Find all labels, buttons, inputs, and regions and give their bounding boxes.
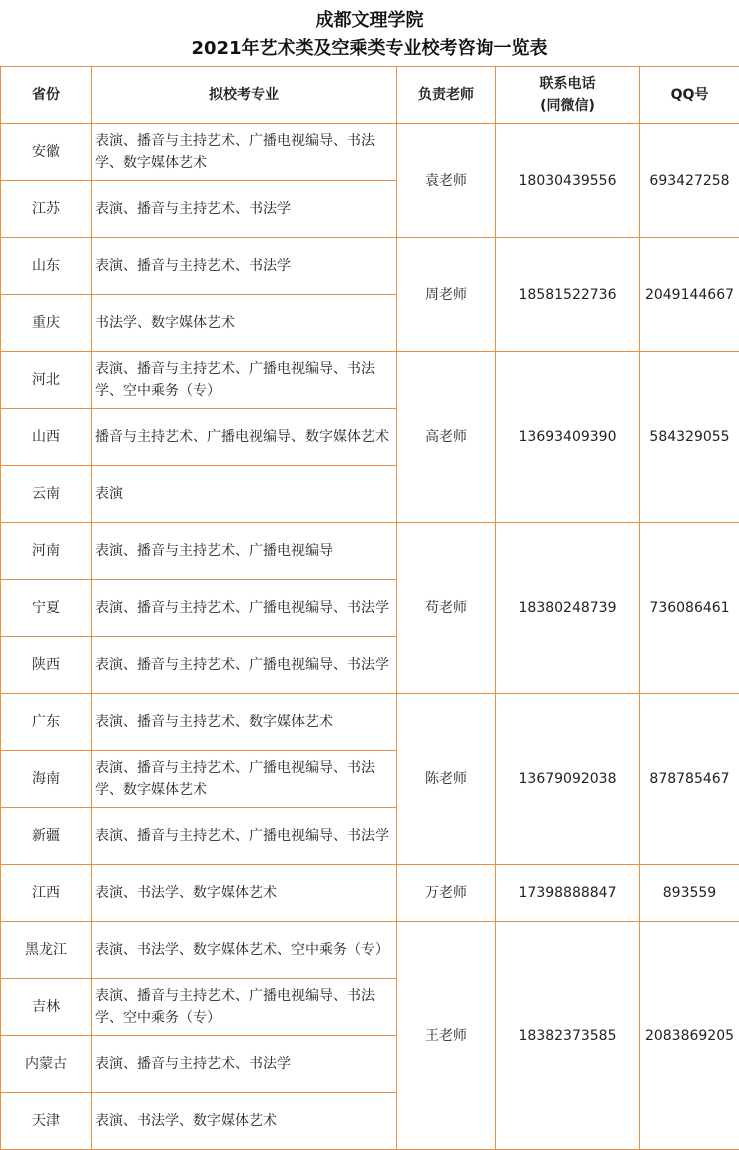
header-teacher: 负责老师 xyxy=(397,67,496,124)
table-body xyxy=(1,124,739,1150)
majors-cell: 表演、播音与主持艺术、广播电视编导、书法学 xyxy=(92,808,397,865)
phone-cell: 18382373585 xyxy=(496,922,640,1150)
qq-cell: 584329055 xyxy=(640,352,739,523)
province-cell: 安徽 xyxy=(1,124,92,181)
teacher-cell: 陈老师 xyxy=(397,694,496,865)
teacher-cell: 袁老师 xyxy=(397,124,496,238)
phone-cell: 18030439556 xyxy=(496,124,640,238)
majors-cell: 书法学、数字媒体艺术 xyxy=(92,295,397,352)
province-cell: 云南 xyxy=(1,466,92,523)
teacher-cell: 王老师 xyxy=(397,922,496,1150)
province-cell: 山东 xyxy=(1,238,92,295)
qq-cell: 893559 xyxy=(640,865,739,922)
qq-cell: 693427258 xyxy=(640,124,739,238)
qq-cell: 736086461 xyxy=(640,523,739,694)
province-cell: 黑龙江 xyxy=(1,922,92,979)
table-row xyxy=(1,238,739,295)
phone-cell: 18581522736 xyxy=(496,238,640,352)
table-row xyxy=(1,523,739,580)
majors-cell: 表演、播音与主持艺术、书法学 xyxy=(92,181,397,238)
table-header-row xyxy=(1,67,739,124)
province-cell: 海南 xyxy=(1,751,92,808)
majors-cell: 表演、书法学、数字媒体艺术 xyxy=(92,865,397,922)
province-cell: 陕西 xyxy=(1,637,92,694)
majors-cell: 表演 xyxy=(92,466,397,523)
majors-cell: 表演、播音与主持艺术、广播电视编导、书法学、空中乘务（专） xyxy=(92,352,397,409)
consultation-table xyxy=(0,66,739,1150)
majors-cell: 播音与主持艺术、广播电视编导、数字媒体艺术 xyxy=(92,409,397,466)
header-qq: QQ号 xyxy=(640,67,739,124)
header-majors: 拟校考专业 xyxy=(92,67,397,124)
province-cell: 江西 xyxy=(1,865,92,922)
province-cell: 广东 xyxy=(1,694,92,751)
majors-cell: 表演、播音与主持艺术、广播电视编导、书法学、数字媒体艺术 xyxy=(92,124,397,181)
province-cell: 宁夏 xyxy=(1,580,92,637)
majors-cell: 表演、书法学、数字媒体艺术、空中乘务（专） xyxy=(92,922,397,979)
majors-cell: 表演、播音与主持艺术、书法学 xyxy=(92,1036,397,1093)
province-cell: 天津 xyxy=(1,1093,92,1150)
majors-cell: 表演、播音与主持艺术、广播电视编导 xyxy=(92,523,397,580)
province-cell: 重庆 xyxy=(1,295,92,352)
header-phone xyxy=(496,67,640,124)
document-subtitle: 2021年艺术类及空乘类专业校考咨询一览表 xyxy=(0,34,739,60)
teacher-cell: 高老师 xyxy=(397,352,496,523)
majors-cell: 表演、播音与主持艺术、广播电视编导、书法学、数字媒体艺术 xyxy=(92,751,397,808)
teacher-cell: 苟老师 xyxy=(397,523,496,694)
phone-cell: 17398888847 xyxy=(496,865,640,922)
phone-cell: 13693409390 xyxy=(496,352,640,523)
teacher-cell: 周老师 xyxy=(397,238,496,352)
majors-cell: 表演、播音与主持艺术、广播电视编导、书法学 xyxy=(92,637,397,694)
table-row xyxy=(1,694,739,751)
majors-cell: 表演、播音与主持艺术、数字媒体艺术 xyxy=(92,694,397,751)
header-province: 省份 xyxy=(1,67,92,124)
majors-cell: 表演、播音与主持艺术、书法学 xyxy=(92,238,397,295)
province-cell: 河北 xyxy=(1,352,92,409)
table-row xyxy=(1,865,739,922)
document-title: 成都文理学院 xyxy=(0,6,739,32)
majors-cell: 表演、播音与主持艺术、广播电视编导、书法学 xyxy=(92,580,397,637)
province-cell: 山西 xyxy=(1,409,92,466)
phone-cell: 13679092038 xyxy=(496,694,640,865)
teacher-cell: 万老师 xyxy=(397,865,496,922)
majors-cell: 表演、播音与主持艺术、广播电视编导、书法学、空中乘务（专） xyxy=(92,979,397,1036)
province-cell: 江苏 xyxy=(1,181,92,238)
header-phone-line1: 联系电话 xyxy=(496,73,639,95)
province-cell: 新疆 xyxy=(1,808,92,865)
qq-cell: 2049144667 xyxy=(640,238,739,352)
province-cell: 河南 xyxy=(1,523,92,580)
table-row xyxy=(1,124,739,181)
majors-cell: 表演、书法学、数字媒体艺术 xyxy=(92,1093,397,1150)
qq-cell: 2083869205 xyxy=(640,922,739,1150)
phone-cell: 18380248739 xyxy=(496,523,640,694)
province-cell: 内蒙古 xyxy=(1,1036,92,1093)
table-row xyxy=(1,922,739,979)
province-cell: 吉林 xyxy=(1,979,92,1036)
table-row xyxy=(1,352,739,409)
qq-cell: 878785467 xyxy=(640,694,739,865)
header-phone-line2: (同微信) xyxy=(496,95,639,117)
